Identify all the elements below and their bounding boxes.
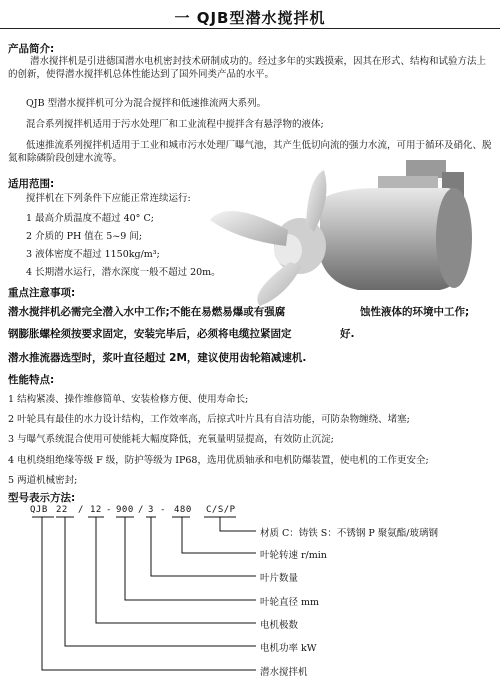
label-impeller-diameter: 叶轮直径 mm xyxy=(260,597,320,608)
code-part: - xyxy=(160,505,166,515)
intro-line-3: 混合系列搅拌机适用于污水处理厂和工业流程中搅拌含有悬浮物的液体; xyxy=(26,119,324,130)
code-part: 22 xyxy=(56,505,68,515)
note-line-1a: 潜水搅拌机必需完全潜入水中工作;不能在易燃易爆或有强腐 xyxy=(8,306,286,318)
intro-para-1: 潜水搅拌机是引进德国潜水电机密封技术研制成功的。经过多年的实践摸索，因其在形式、结构和试验方法上的创新，使得潜水搅拌机总体性能达到了国外同类产品的水平。 xyxy=(8,56,487,80)
scope-item: 1 最高介质温度不超过 40° C; xyxy=(26,213,154,224)
label-material: 材质 C：铸铁 S：不锈钢 P 聚氨酯/玻璃钢 xyxy=(260,528,438,539)
feature-item: 5 两道机械密封; xyxy=(8,475,78,486)
feature-item: 2 叶轮具有最佳的水力设计结构，工作效率高，后掠式叶片具有自洁功能，可防杂物缠绕、堵塞; xyxy=(8,414,410,425)
intro-para-4: 低速推流系列搅拌机适用于工业和城市污水处理厂曝气池，其产生低切向流的强力水流，可用于循环及硝化、脱氮和除磷阶段创建水流等。 xyxy=(8,140,492,164)
scope-intro: 搅拌机在下列条件下应能正常连续运行: xyxy=(26,193,191,204)
note-line-2b: 好. xyxy=(340,328,355,340)
note-line-1b: 蚀性液体的环境中工作; xyxy=(360,306,470,318)
scope-item: 3 液体密度不超过 1150kg/m³; xyxy=(26,249,160,260)
model-heading: 型号表示方法: xyxy=(8,492,76,504)
label-product-name: 潜水搅拌机 xyxy=(260,667,308,678)
code-part: 900 xyxy=(116,505,134,515)
connector-lines xyxy=(30,503,260,683)
model-code-diagram xyxy=(30,503,490,683)
code-part: 480 xyxy=(174,505,192,515)
note-line-3: 潜水推流器选型时，浆叶直径超过 2M，建议使用齿轮箱减速机. xyxy=(8,352,307,364)
code-part: QJB xyxy=(30,505,48,515)
scope-item: 2 介质的 PH 值在 5~9 间; xyxy=(26,231,143,242)
note-line-2a: 钢膨胀螺栓须按要求固定，安装完毕后，必须将电缆拉紧固定 xyxy=(8,328,292,340)
intro-heading: 产品简介: xyxy=(8,43,55,55)
code-part: / xyxy=(138,505,144,515)
label-motor-poles: 电机极数 xyxy=(260,620,299,631)
feature-item: 3 与曝气系统混合使用可使能耗大幅度降低，充氧量明显提高，有效防止沉淀; xyxy=(8,434,334,445)
code-part: 12 xyxy=(90,505,102,515)
label-blade-count: 叶片数量 xyxy=(260,573,299,584)
scope-item: 4 长期潜水运行，潜水深度一般不超过 20m。 xyxy=(26,267,221,278)
code-part: C/S/P xyxy=(206,505,236,515)
feature-item: 1 结构紧凑、操作维修简单、安装检修方便、使用寿命长; xyxy=(8,394,249,405)
feature-item: 4 电机绕组绝缘等级 F 级，防护等级为 IP68，选用优质轴承和电机防爆装置，使电机的工作更安全; xyxy=(8,455,429,466)
code-part: 3 xyxy=(148,505,154,515)
page-title: 一 QJB型潜水搅拌机 xyxy=(174,9,326,27)
scope-heading: 适用范围: xyxy=(8,178,55,190)
mixer-product-image xyxy=(208,158,498,308)
code-part: - xyxy=(106,505,112,515)
label-motor-power: 电机功率 kW xyxy=(260,643,317,654)
intro-line-2: QJB 型潜水搅拌机可分为混合搅拌和低速推流两大系列。 xyxy=(26,98,267,109)
notes-heading: 重点注意事项: xyxy=(8,287,76,299)
title-divider xyxy=(0,28,500,29)
features-heading: 性能特点: xyxy=(8,374,55,386)
code-part: / xyxy=(78,505,84,515)
label-speed: 叶轮转速 r/min xyxy=(260,550,327,561)
